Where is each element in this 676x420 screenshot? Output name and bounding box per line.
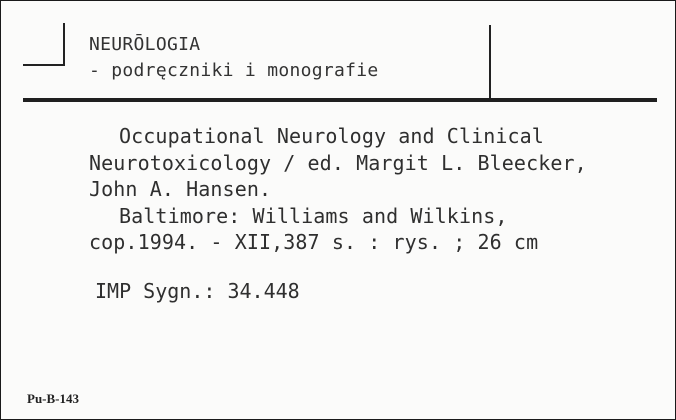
bibliographic-description bbox=[89, 123, 587, 256]
subject-subdivision: - podręczniki i monografie bbox=[89, 60, 379, 81]
imprint-line: cop.1994. - XII,387 s. : rys. ; 26 cm bbox=[89, 230, 539, 254]
bracket-vertical-rule bbox=[63, 23, 65, 65]
header-horizontal-rule bbox=[23, 98, 657, 102]
title-line: Occupational Neurology and Clinical bbox=[119, 124, 544, 148]
subject-heading: NEURŌLOGIA bbox=[89, 34, 201, 55]
title-line: Neurotoxicology / ed. Margit L. Bleecker, bbox=[89, 150, 587, 175]
imprint-line: Baltimore: Williams and Wilkins, bbox=[119, 203, 508, 228]
header-vertical-rule bbox=[489, 25, 491, 101]
title-line: John A. Hansen. bbox=[89, 177, 272, 201]
card-code: Pu-B-143 bbox=[27, 391, 79, 406]
shelfmark: IMP Sygn.: 34.448 bbox=[95, 279, 300, 303]
bracket-horizontal-rule bbox=[23, 64, 65, 66]
